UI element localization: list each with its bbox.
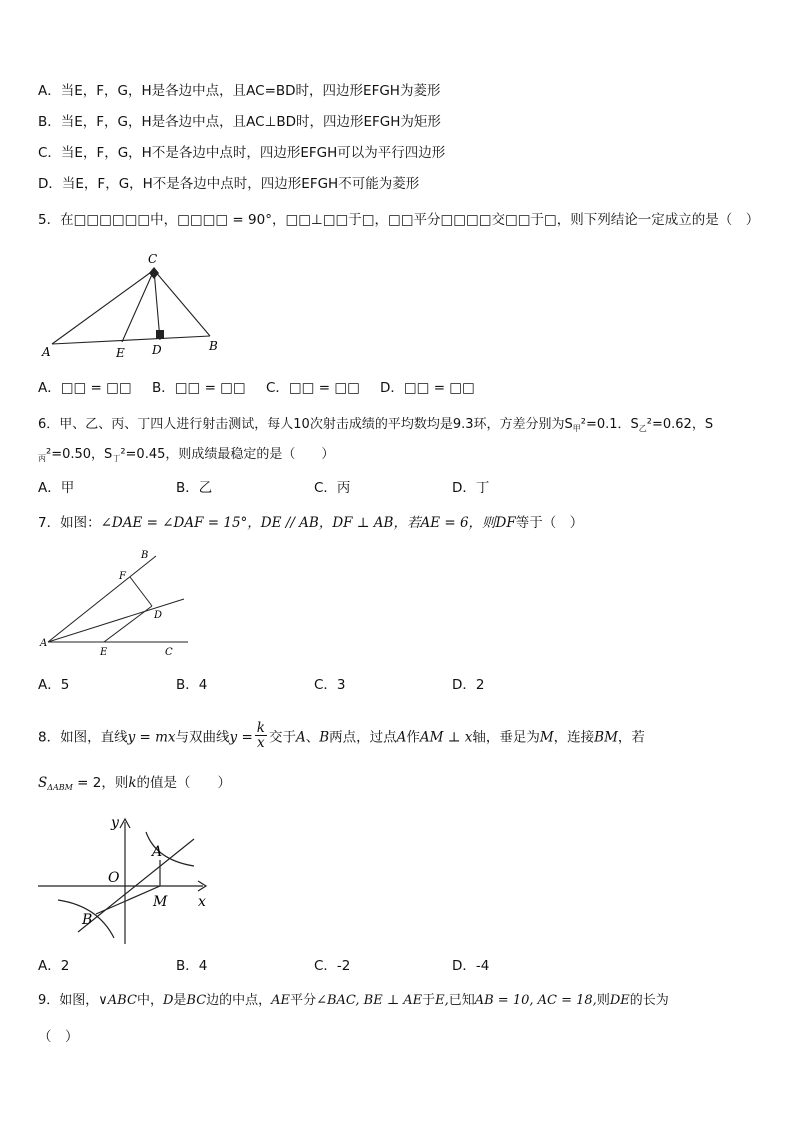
q8-t8: ，连接 <box>553 729 595 746</box>
q8-m6: AM ⊥ x <box>419 729 473 746</box>
q9-m3: BC <box>186 993 207 1008</box>
q8-t9: ，若 <box>617 729 645 746</box>
q5-label-b: B <box>209 339 218 353</box>
q8-m8: BM <box>594 729 618 746</box>
q5-segment-cb <box>154 270 210 336</box>
q5-option-b: B．□□ = □□ <box>152 380 246 396</box>
q8-t2: 与双曲线 <box>175 729 230 746</box>
q7-label-c: C <box>165 647 173 658</box>
q8-t5: 两点，过点 <box>329 729 397 746</box>
q8-m2: y = <box>229 729 253 746</box>
q8-label-b: B <box>82 912 93 928</box>
q8-m7: M <box>539 729 554 746</box>
q8-k: k <box>128 775 137 791</box>
q7-segment-de <box>104 606 152 642</box>
q6-sub-yi: 乙 <box>638 424 647 433</box>
q8-option-a: A．2 <box>38 958 70 974</box>
q7-ray-ad <box>48 599 184 642</box>
q6-text-3: ²=0.62，S <box>646 417 714 432</box>
q7-option-a: A．5 <box>38 677 70 693</box>
q8-t11: 的值是（ ） <box>136 775 232 791</box>
q5-option-c: C．□□ = □□ <box>266 380 360 396</box>
q8-label-y: y <box>111 815 119 831</box>
q9-t3: 是 <box>173 993 187 1008</box>
q9-stem-line1 <box>38 992 669 1010</box>
q8-stem-line2 <box>38 774 231 797</box>
q8-option-c: C．-2 <box>314 958 351 974</box>
q5-label-a: A <box>42 345 51 359</box>
q7-label-f: F <box>119 571 126 582</box>
q5-option-a: A．□□ = □□ <box>38 380 132 396</box>
q9-t4: 边的中点， <box>206 993 272 1008</box>
q9-m1: ∨ABC <box>98 993 137 1008</box>
q7-prefix: 7．如图： <box>38 515 101 531</box>
q5-option-d: D．□□ = □□ <box>380 380 475 396</box>
q8-m5: A <box>396 729 407 746</box>
q6-text-2: ²=0.1．S <box>580 417 639 432</box>
q8-t10: ，则 <box>101 775 129 791</box>
q9-m2: D <box>162 993 174 1008</box>
q5-label-d: D <box>152 343 162 357</box>
q6-stem-line1 <box>38 416 713 438</box>
q8-m4: B <box>319 729 330 746</box>
q7-label-d: D <box>154 610 163 621</box>
q5-segment-cd <box>154 270 160 340</box>
q5-stem: 5．在□□□□□□中，□□□□ = 90°，□□⊥□□于□，□□平分□□□□交□□于□，则下列结论一定成立的是（ ） <box>38 212 760 228</box>
q9-t9: 的长为 <box>629 993 669 1008</box>
q9-m7: AB = 10, AC = 18, <box>474 993 597 1008</box>
q9-m5: ∠BAC, BE ⊥ AE <box>316 993 423 1008</box>
q6-option-c: C．丙 <box>314 480 351 496</box>
q8-m3: A <box>295 729 306 746</box>
q8-s-sub: ΔABM <box>47 783 73 792</box>
q7-label-b: B <box>141 550 149 561</box>
q6-sub-ding: 丁 <box>112 454 121 463</box>
q6-text-5: ²=0.45，则成绩最稳定的是（ ） <box>120 447 335 462</box>
q8-option-d: D．-4 <box>452 958 490 974</box>
q8-t4: 、 <box>305 729 320 746</box>
q9-t8: 则 <box>596 993 610 1008</box>
q7-option-d: D．2 <box>452 677 485 693</box>
q7-label-a: A <box>40 638 48 649</box>
q8-option-b: B．4 <box>176 958 208 974</box>
q5-right-angle-d <box>156 330 164 339</box>
q6-stem-line2 <box>38 446 334 468</box>
q4-option-a: A．当E，F，G，H是各边中点，且AC=BD时，四边形EFGH为菱形 <box>38 83 441 99</box>
q8-t1: 8．如图，直线 <box>38 729 128 746</box>
q9-t5: 平分 <box>290 993 317 1008</box>
q4-option-c: C．当E，F，G，H不是各边中点时，四边形EFGH可以为平行四边形 <box>38 145 446 161</box>
q8-frac-den: x <box>257 735 265 751</box>
q9-stem-line2: （ ） <box>38 1029 79 1045</box>
q4-option-d: D．当E，F，G，H不是各边中点时，四边形EFGH不可能为菱形 <box>38 176 420 192</box>
q7-segment-df <box>130 577 152 606</box>
q8-t7: 轴，垂足为 <box>472 729 540 746</box>
q9-m4: AE <box>271 993 291 1008</box>
q8-segment-bm <box>96 886 160 914</box>
q7-option-c: C．3 <box>314 677 346 693</box>
q8-frac-num: k <box>256 720 265 736</box>
q5-segment-ac <box>52 270 154 344</box>
q8-stem-line1 <box>38 720 645 752</box>
q7-stem <box>38 514 583 532</box>
q7-label-e: E <box>100 647 108 658</box>
q9-t1: 9．如图， <box>38 993 99 1008</box>
q7-suffix: 等于（ ） <box>515 515 584 531</box>
q8-label-x: x <box>198 894 206 910</box>
q8-t6: 作 <box>406 729 420 746</box>
q5-segment-ce <box>122 270 154 342</box>
q8-eq: = 2 <box>72 775 102 791</box>
q9-m6: E, <box>435 993 449 1008</box>
q8-label-o: O <box>108 870 120 886</box>
q6-option-b: B．乙 <box>176 480 213 496</box>
q9-t6: 于 <box>422 993 436 1008</box>
q5-label-c: C <box>148 252 158 266</box>
q6-option-a: A．甲 <box>38 480 75 496</box>
q6-sub-bing: 丙 <box>38 454 46 463</box>
q6-text-4: ²=0.50，S <box>46 447 113 462</box>
q8-figure <box>38 814 213 946</box>
q8-fraction <box>255 721 267 750</box>
q7-ray-ab <box>48 556 156 642</box>
q7-option-b: B．4 <box>176 677 208 693</box>
q4-option-b: B．当E，F，G，H是各边中点，且AC⊥BD时，四边形EFGH为矩形 <box>38 114 441 130</box>
q5-label-e: E <box>116 346 125 360</box>
q6-option-d: D．丁 <box>452 480 490 496</box>
q8-m1: y = mx <box>127 729 176 746</box>
q5-segment-ab <box>52 336 210 344</box>
q7-math: ∠DAE = ∠DAF = 15°，DE // AB，DF ⊥ AB，若AE = 6，则DF <box>100 515 516 531</box>
q8-label-m: M <box>153 894 168 910</box>
q7-figure <box>38 546 198 658</box>
q6-sub-jia: 甲 <box>572 424 581 433</box>
q8-t3: 交于 <box>268 729 296 746</box>
q8-s: S <box>38 775 48 791</box>
q6-text-1: 6．甲、乙、丙、丁四人进行射击测试，每人10次射击成绩的平均数均是9.3环，方差分别为S <box>38 417 573 432</box>
q9-t2: 中， <box>136 993 163 1008</box>
q5-figure <box>38 248 228 360</box>
q9-t7: 已知 <box>448 993 475 1008</box>
q9-m8: DE <box>609 993 630 1008</box>
q8-label-a: A <box>152 844 163 860</box>
